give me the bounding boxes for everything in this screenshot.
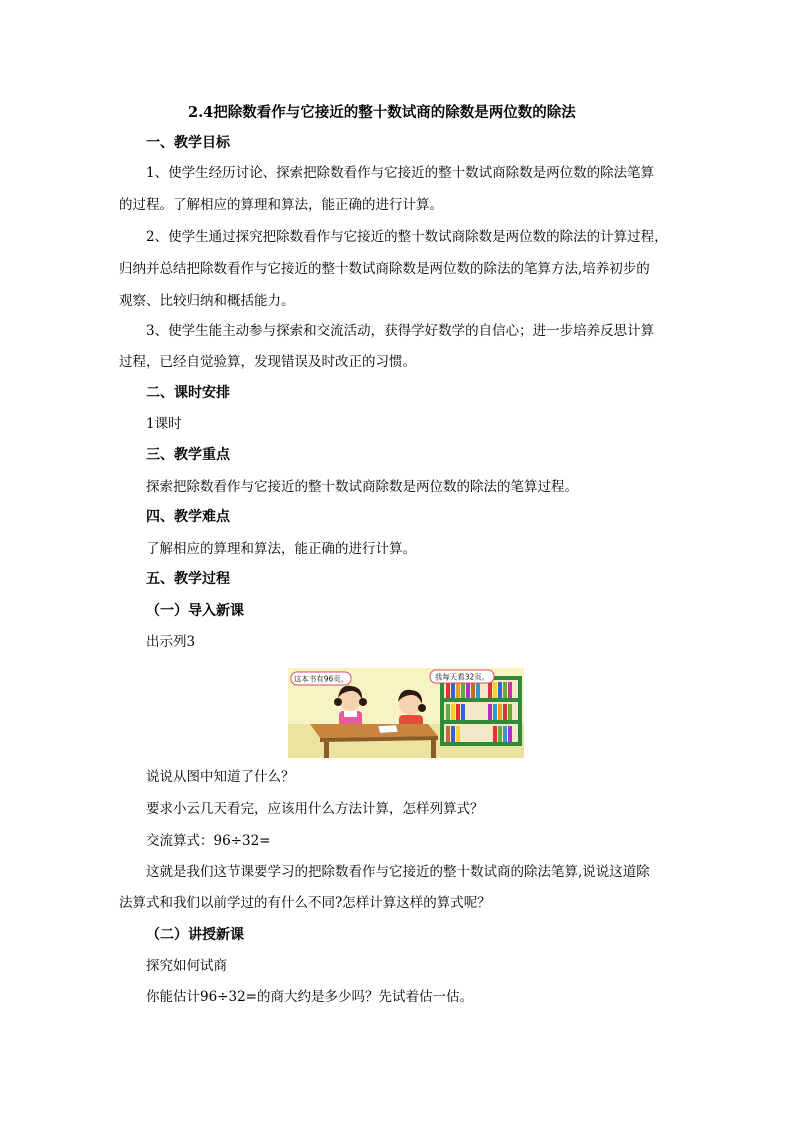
illustration-reading-girls xyxy=(288,668,524,758)
goal-1-line-1: 1、使学生经历讨论、探索把除数看作与它接近的整十数试商除数是两位数的除法笔算 xyxy=(146,165,655,181)
section-heading-goals: 一、教学目标 xyxy=(146,135,230,151)
goal-3-line-1: 3、使学生能主动参与探索和交流活动，获得学好数学的自信心；进一步培养反思计算 xyxy=(146,323,655,339)
equation-text: 交流算式：96÷32= xyxy=(146,833,271,849)
class-hours: 1课时 xyxy=(146,416,182,432)
goal-2-line-3: 观察、比较归纳和概括能力。 xyxy=(119,293,295,309)
question-1: 说说从图中知道了什么？ xyxy=(146,769,295,785)
key-points-text: 探索把除数看作与它接近的整十数试商除数是两位数的除法的笔算过程。 xyxy=(146,479,578,495)
goal-2-line-1: 2、使学生通过探究把除数看作与它接近的整十数试商除数是两位数的除法的计算过程， xyxy=(146,229,668,245)
goal-2-line-2: 归纳并总结把除数看作与它接近的整十数试商除数是两位数的除法的笔算方法,培养初步的 xyxy=(119,261,650,277)
bubble-right-text: 我每天看32页。 xyxy=(434,672,490,682)
estimate-text: 你能估计96÷32=的商大约是多少吗？先试着估一估。 xyxy=(146,989,473,1005)
section-heading-schedule: 二、课时安排 xyxy=(146,385,230,401)
bubble-left-text: 这本书有96页。 xyxy=(293,674,349,684)
explore-text: 探究如何试商 xyxy=(146,958,227,974)
goal-1-line-2: 的过程。了解相应的算理和算法，能正确的进行计算。 xyxy=(119,197,443,213)
speech-bubble-right xyxy=(430,670,494,683)
show-example-text: 出示列3 xyxy=(146,634,196,650)
subheading-new-lesson: （二）讲授新课 xyxy=(146,927,244,943)
difficulties-text: 了解相应的算理和算法，能正确的进行计算。 xyxy=(146,541,416,557)
section-heading-process: 五、教学过程 xyxy=(146,571,230,587)
section-heading-difficulties: 四、教学难点 xyxy=(146,509,230,525)
goal-3-line-2: 过程，已经自觉验算，发现错误及时改正的习惯。 xyxy=(119,354,416,370)
section-heading-key-points: 三、教学重点 xyxy=(146,447,230,463)
speech-bubble-left xyxy=(291,672,351,685)
paragraph-line-2: 法算式和我们以前学过的有什么不同?怎样计算这样的算式呢？ xyxy=(119,895,491,911)
subheading-introduction: （一）导入新课 xyxy=(146,603,244,619)
question-2: 要求小云几天看完，应该用什么方法计算，怎样列算式？ xyxy=(146,801,484,817)
bookshelf-shape xyxy=(440,676,522,746)
lesson-title: 2.4把除数看作与它接近的整十数试商的除数是两位数的除法 xyxy=(188,104,576,121)
paragraph-line-1: 这就是我们这节课要学习的把除数看作与它接近的整十数试商的除法笔算,说说这道除 xyxy=(146,864,650,880)
